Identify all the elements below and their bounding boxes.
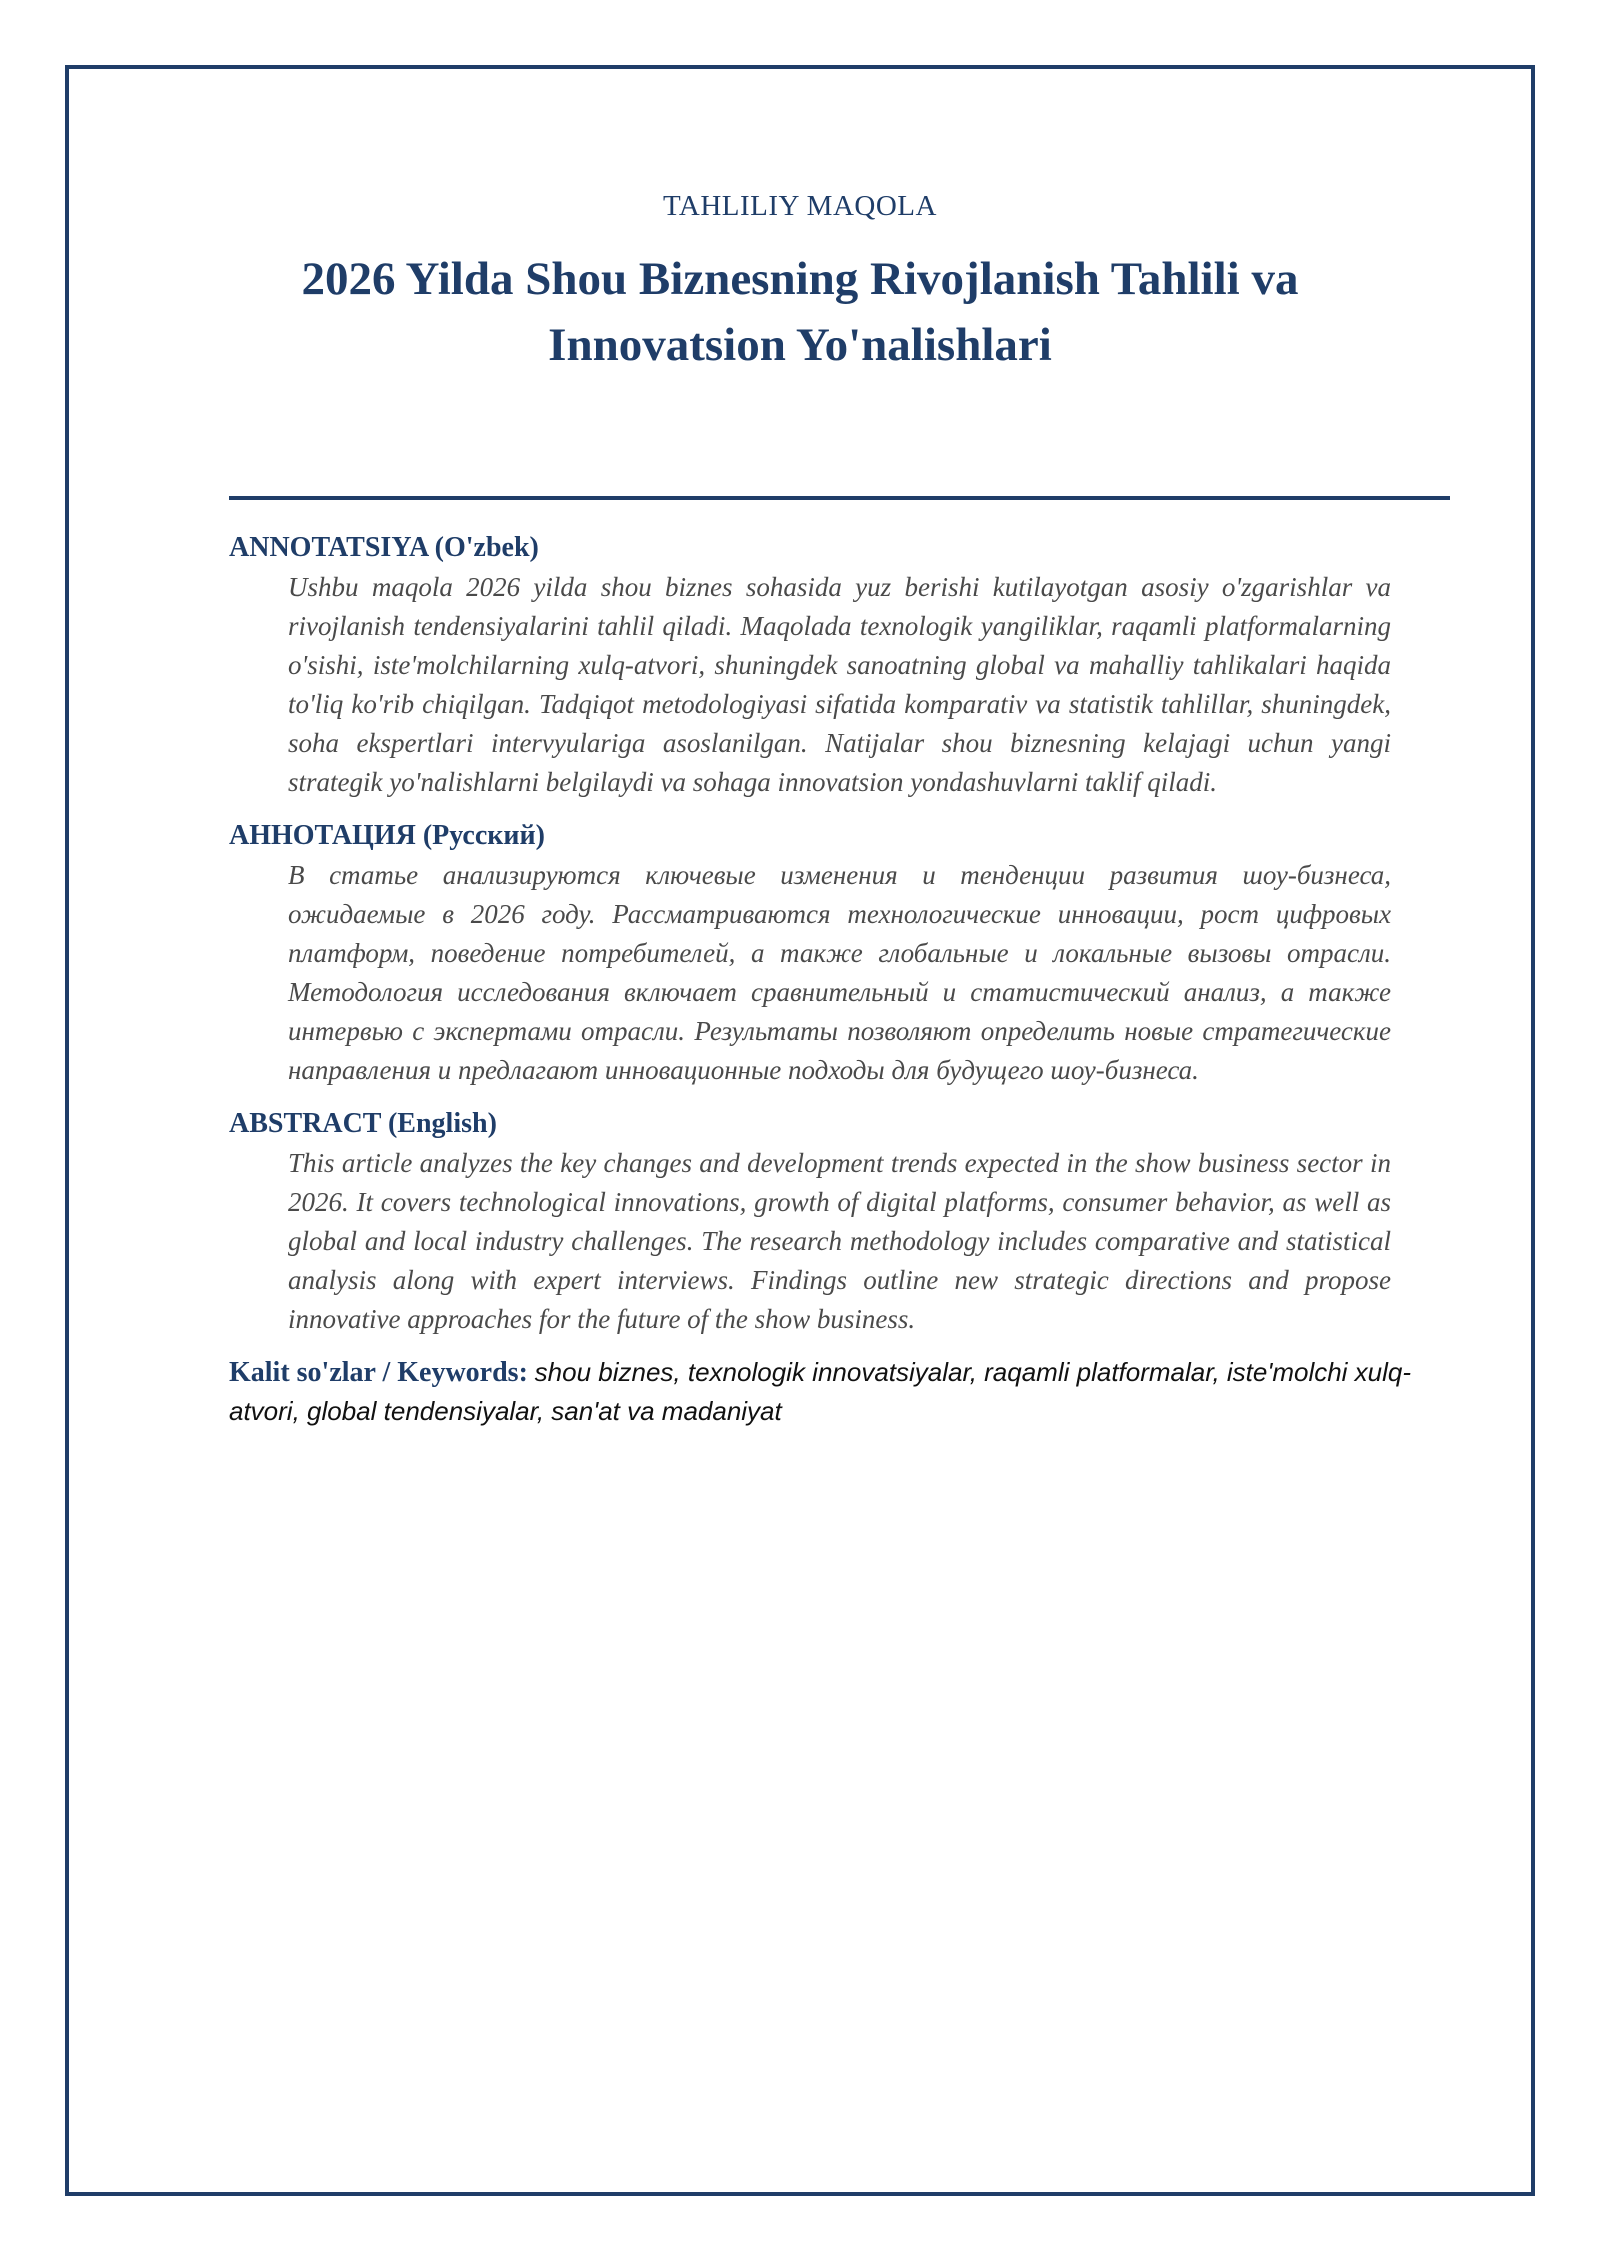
section-heading-uzbek: ANNOTATSIYA (O'zbek) bbox=[229, 532, 539, 563]
article-title: 2026 Yilda Shou Biznesning Rivojlanish Tahlili va Innovatsion Yo'nalishlari bbox=[301, 253, 1299, 371]
section-heading-english: ABSTRACT (English) bbox=[229, 1108, 497, 1139]
section-body-russian: В статье анализируются ключевые изменения и тенденции развития шоу-бизнеса, ожидаемые в 2026 году. Рассматриваются технологические инновации, рост цифровых платформ, поведение потребителей, а также глобальные и локальные вызовы отрасли. Методология исследования включает сравнительный и статистический анализ, а также интервью с экспертами отрасли. Результаты позволяют определить новые стратегические направления и предлагают инновационные подходы для будущего шоу-бизнеса. bbox=[288, 860, 1391, 1085]
article-type-label: TAHLILIY MAQOLA bbox=[663, 190, 937, 222]
keywords-text: shou biznes, texnologik innovatsiyalar, raqamli platformalar, iste'molchi xulq-atvori, global tendensiyalar, san'at va madaniyat bbox=[229, 1357, 1412, 1426]
title-divider bbox=[229, 496, 1450, 500]
keywords-label: Kalit so'zlar / Keywords: bbox=[229, 1357, 528, 1388]
keywords-line bbox=[229, 1353, 1450, 1431]
section-heading-russian: АННОТАЦИЯ (Русский) bbox=[229, 820, 545, 851]
abstracts-container bbox=[229, 528, 1450, 1431]
section-body-uzbek: Ushbu maqola 2026 yilda shou biznes sohasida yuz berishi kutilayotgan asosiy o'zgarishlar va rivojlanish tendensiyalarini tahlil qiladi. Maqolada texnologik yangiliklar, raqamli platformalarning o'sishi, iste'molchilarning xulq-atvori, shuningdek sanoatning global va mahalliy tahlikalari haqida to'liq ko'rib chiqilgan. Tadqiqot metodologiyasi sifatida komparativ va statistik tahlillar, shuningdek, soha ekspertlari intervyulariga asoslanilgan. Natijalar shou biznesning kelajagi uchun yangi strategik yo'nalishlarni belgilaydi va sohaga innovatsion yondashuvlarni taklif qiladi. bbox=[288, 572, 1391, 797]
section-body-english: This article analyzes the key changes and development trends expected in the show business sector in 2026. It covers technological innovations, growth of digital platforms, consumer behavior, as well as global and local industry challenges. The research methodology includes comparative and statistical analysis along with expert interviews. Findings outline new strategic directions and propose innovative approaches for the future of the show business. bbox=[288, 1148, 1391, 1334]
